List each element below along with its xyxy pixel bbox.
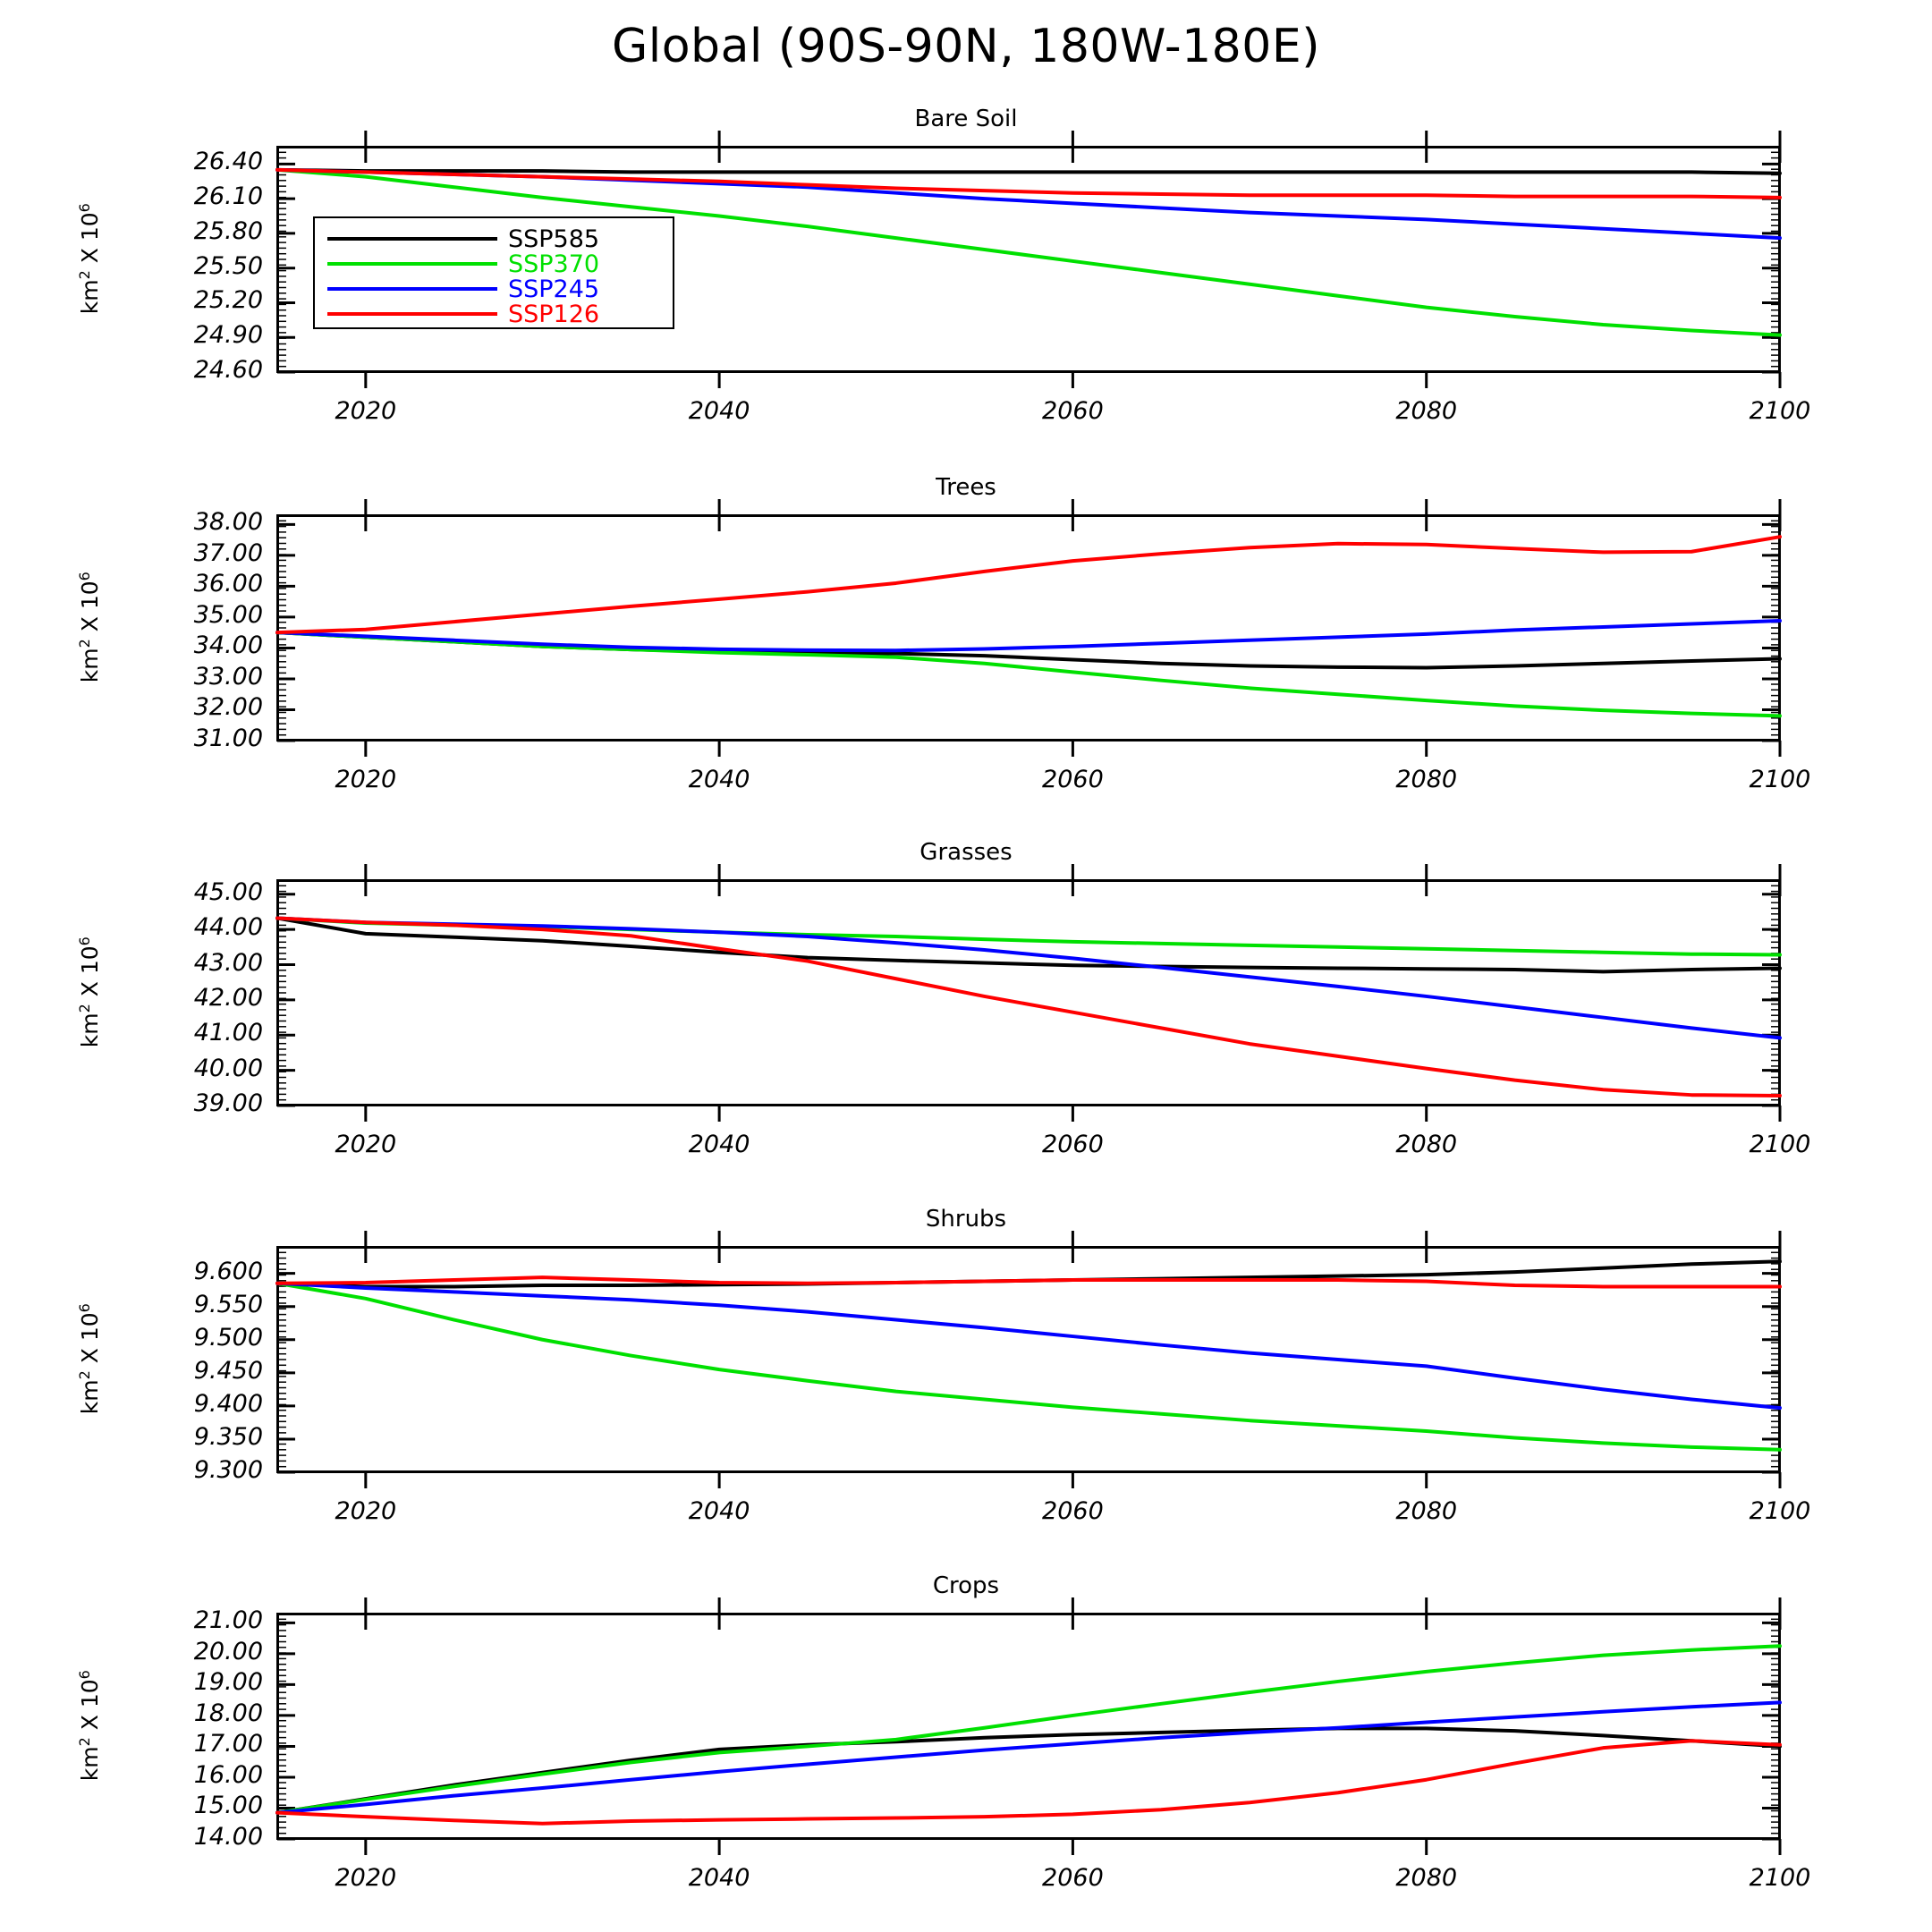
x-tick-label: 2100 <box>1749 1497 1811 1525</box>
y-tick-label: 26.10 <box>193 182 263 211</box>
y-tick-label: 33.00 <box>193 662 263 691</box>
y-tick-label: 9.500 <box>193 1323 263 1352</box>
x-tick-label: 2060 <box>1042 397 1104 425</box>
x-tick-label: 2080 <box>1395 1131 1458 1158</box>
y-tick-label: 17.00 <box>193 1730 263 1758</box>
legend-label: SSP126 <box>508 301 600 328</box>
legend-item-ssp245[interactable] <box>315 275 673 301</box>
series-line-ssp370 <box>277 1284 1780 1450</box>
x-tick-label: 2020 <box>335 1497 397 1525</box>
y-tick-label: 36.00 <box>193 570 263 598</box>
legend-item-ssp370[interactable] <box>315 250 673 278</box>
figure-title: Global (90S-90N, 180W-180E) <box>612 20 1320 73</box>
y-tick-label: 32.00 <box>193 693 263 722</box>
plot-area <box>277 880 1780 1106</box>
series-line-ssp585 <box>277 1261 1780 1286</box>
y-tick-label: 38.00 <box>193 508 263 537</box>
panel-title: Shrubs <box>925 1206 1007 1233</box>
x-tick-label: 2100 <box>1749 766 1811 793</box>
y-tick-label: 24.60 <box>193 356 263 384</box>
x-tick-label: 2100 <box>1749 1864 1811 1892</box>
plot-svg <box>277 880 1780 1106</box>
y-tick-label: 26.40 <box>193 148 263 176</box>
x-tick-label: 2060 <box>1042 1864 1104 1892</box>
x-tick-label: 2060 <box>1042 1131 1104 1158</box>
y-tick-label: 9.400 <box>193 1389 263 1418</box>
x-tick-label: 2020 <box>335 1864 397 1892</box>
series-line-ssp245 <box>277 919 1780 1038</box>
y-tick-label: 20.00 <box>193 1637 263 1665</box>
legend-swatch-ssp245 <box>327 287 497 291</box>
y-tick-label: 9.300 <box>193 1456 263 1484</box>
y-tick-label: 37.00 <box>193 538 263 567</box>
y-tick-label: 9.450 <box>193 1356 263 1385</box>
plot-area <box>277 515 1780 741</box>
y-tick-label: 18.00 <box>193 1699 263 1727</box>
x-tick-label: 2020 <box>335 766 397 793</box>
y-tick-label: 35.00 <box>193 600 263 629</box>
series-line-ssp126 <box>277 537 1780 632</box>
legend <box>313 216 674 329</box>
y-tick-label: 25.80 <box>193 216 263 245</box>
legend-label: SSP370 <box>508 250 600 278</box>
panel-title: Bare Soil <box>914 106 1018 132</box>
x-tick-label: 2060 <box>1042 1497 1104 1525</box>
legend-label: SSP245 <box>508 275 600 303</box>
series-line-ssp585 <box>277 632 1780 667</box>
plot-area <box>277 1614 1780 1839</box>
legend-item-ssp126[interactable] <box>315 301 673 326</box>
y-tick-label: 24.90 <box>193 321 263 350</box>
y-tick-label: 40.00 <box>193 1054 263 1082</box>
y-tick-label: 41.00 <box>193 1019 263 1047</box>
series-line-ssp370 <box>277 632 1780 716</box>
y-tick-label: 45.00 <box>193 877 263 906</box>
y-tick-label: 25.20 <box>193 286 263 315</box>
x-tick-label: 2080 <box>1395 1864 1458 1892</box>
y-tick-label: 21.00 <box>193 1606 263 1635</box>
legend-swatch-ssp370 <box>327 262 497 266</box>
panel-title: Crops <box>932 1572 1000 1599</box>
plot-svg <box>277 1614 1780 1839</box>
y-tick-label: 44.00 <box>193 913 263 942</box>
x-tick-label: 2080 <box>1395 1497 1458 1525</box>
y-axis-label: $km^2$ X $10^6$ <box>75 572 104 683</box>
panel-title: Trees <box>936 474 996 501</box>
legend-swatch-ssp585 <box>327 237 497 241</box>
legend-label: SSP585 <box>508 225 600 253</box>
y-axis-label: $km^2$ X $10^6$ <box>75 1670 104 1782</box>
y-tick-label: 9.550 <box>193 1290 263 1318</box>
y-tick-label: 9.350 <box>193 1422 263 1451</box>
y-tick-label: 39.00 <box>193 1089 263 1117</box>
series-line-ssp585 <box>277 1728 1780 1812</box>
x-tick-label: 2040 <box>688 1497 750 1525</box>
y-axis-label: $km^2$ X $10^6$ <box>75 203 104 315</box>
plot-area <box>277 1247 1780 1472</box>
series-line-ssp370 <box>277 1646 1780 1812</box>
legend-swatch-ssp126 <box>327 312 497 316</box>
plot-svg <box>277 1247 1780 1472</box>
series-line-ssp126 <box>277 919 1780 1096</box>
x-tick-label: 2100 <box>1749 1131 1811 1158</box>
legend-item-ssp585[interactable] <box>315 225 673 253</box>
x-tick-label: 2060 <box>1042 766 1104 793</box>
x-tick-label: 2040 <box>688 397 750 425</box>
y-tick-label: 16.00 <box>193 1760 263 1789</box>
x-tick-label: 2020 <box>335 1131 397 1158</box>
y-tick-label: 31.00 <box>193 724 263 752</box>
y-tick-label: 19.00 <box>193 1668 263 1697</box>
x-tick-label: 2040 <box>688 1864 750 1892</box>
y-tick-label: 42.00 <box>193 983 263 1012</box>
x-tick-label: 2040 <box>688 766 750 793</box>
series-line-ssp245 <box>277 1284 1780 1408</box>
x-tick-label: 2080 <box>1395 397 1458 425</box>
series-line-ssp585 <box>277 170 1780 174</box>
y-axis-label: $km^2$ X $10^6$ <box>75 1303 104 1415</box>
x-tick-label: 2100 <box>1749 397 1811 425</box>
x-tick-label: 2080 <box>1395 766 1458 793</box>
x-tick-label: 2020 <box>335 397 397 425</box>
y-tick-label: 25.50 <box>193 251 263 280</box>
y-tick-label: 34.00 <box>193 631 263 660</box>
series-line-ssp126 <box>277 1741 1780 1824</box>
panel-title: Grasses <box>919 839 1013 866</box>
y-tick-label: 14.00 <box>193 1823 263 1851</box>
y-axis-label: $km^2$ X $10^6$ <box>75 936 104 1048</box>
x-tick-label: 2040 <box>688 1131 750 1158</box>
plot-svg <box>277 515 1780 741</box>
y-tick-label: 9.600 <box>193 1257 263 1285</box>
y-tick-label: 43.00 <box>193 948 263 977</box>
y-tick-label: 15.00 <box>193 1792 263 1820</box>
